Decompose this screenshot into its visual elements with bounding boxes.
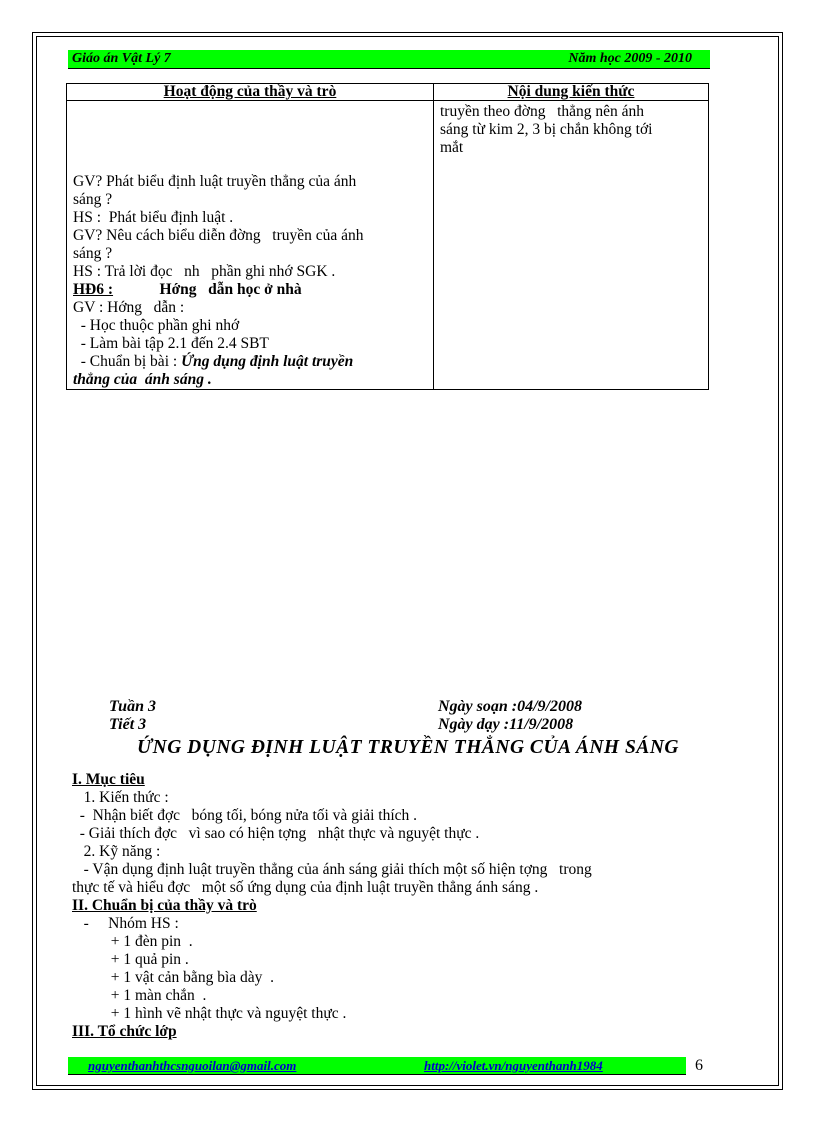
homework-label: HĐ6 : xyxy=(73,281,114,298)
preparation-line: + 1 quả pin . xyxy=(72,951,189,968)
section-heading-preparation: II. Chuẩn bị của thầy và trò xyxy=(72,897,257,914)
activity-line: sáng ? xyxy=(73,245,113,262)
guide-line: - Làm bài tập 2.1 đến 2.4 SBT xyxy=(73,335,269,352)
objective-line: 1. Kiến thức : xyxy=(72,789,169,806)
objective-line: - Vận dụng định luật truyền thẳng của ánh sáng giải thích một số hiện tợng trong xyxy=(72,861,592,878)
content-line: truyền theo đờng thẳng nên ánh xyxy=(440,103,645,120)
column-header-activities: Hoạt động của thầy và trò xyxy=(67,84,434,101)
footer-website-link[interactable]: http://violet.vn/nguyenthanh1984 xyxy=(424,1059,603,1073)
homework-heading xyxy=(73,281,429,299)
date-prepared: Ngày soạn :04/9/2008 xyxy=(438,698,582,715)
header-underline xyxy=(68,68,710,69)
objective-line: - Nhận biết đợc bóng tối, bóng nửa tối và giải thích . xyxy=(72,807,418,824)
objective-line: 2. Kỹ năng : xyxy=(72,843,161,860)
activity-line: GV? Nêu cách biểu diễn đờng truyền của ánh xyxy=(73,227,364,244)
activity-table xyxy=(66,83,709,390)
preparation-line: + 1 vật cản bằng bìa dày . xyxy=(72,969,275,986)
lesson-title: ỨNG DỤNG ĐỊNH LUẬT TRUYỀN THẲNG CỦA ÁNH SÁNG xyxy=(137,737,679,758)
prep-lesson-title-cont: thẳng của ánh sáng . xyxy=(73,371,212,388)
activity-line: HS : Trả lời đọc nh phần ghi nhớ SGK . xyxy=(73,263,336,280)
objective-line: thực tế và hiểu đợc một số ứng dụng của định luật truyền thẳng ánh sáng . xyxy=(72,879,539,896)
section-heading-organization: III. Tổ chức lớp xyxy=(72,1023,177,1040)
preparation-line: - Nhóm HS : xyxy=(72,915,179,932)
page-number: 6 xyxy=(695,1057,703,1074)
content-line: sáng từ kim 2, 3 bị chắn không tới xyxy=(440,121,653,138)
activity-line: GV? Phát biểu định luật truyền thẳng của ánh xyxy=(73,173,357,190)
prep-lesson-title: Ứng dụng định luật truyền xyxy=(181,353,354,370)
lesson-body xyxy=(72,771,712,1041)
column-header-content: Nội dung kiến thức xyxy=(434,84,709,101)
activities-cell xyxy=(67,101,434,390)
footer-underline xyxy=(68,1074,686,1075)
preparation-line: + 1 màn chắn . xyxy=(72,987,207,1004)
activity-line: HS : Phát biểu định luật . xyxy=(73,209,234,226)
activity-line: sáng ? xyxy=(73,191,113,208)
objective-line: - Giải thích đợc vì sao có hiện tợng nhật thực và nguyệt thực . xyxy=(72,825,480,842)
preparation-line: + 1 đèn pin . xyxy=(72,933,193,950)
header-subject: Giáo án Vật Lý 7 xyxy=(72,51,171,66)
week-label: Tuần 3 xyxy=(109,698,156,715)
content-line: mắt xyxy=(440,139,464,156)
preparation-line: + 1 hình vẽ nhật thực và nguyệt thực . xyxy=(72,1005,347,1022)
homework-title: Hớng dẫn học ở nhà xyxy=(159,281,302,298)
section-heading-objectives: I. Mục tiêu xyxy=(72,771,145,788)
content-cell xyxy=(434,101,709,390)
header-school-year: Năm học 2009 - 2010 xyxy=(568,51,692,66)
prep-prefix: - Chuẩn bị bài : xyxy=(73,353,182,370)
date-taught: Ngày dạy :11/9/2008 xyxy=(438,716,574,733)
guide-line: - Học thuộc phần ghi nhớ xyxy=(73,317,240,334)
prep-line xyxy=(73,353,429,371)
footer-email-link[interactable]: nguyenthanhthcsnguoilan@gmail.com xyxy=(88,1059,297,1073)
guide-line: GV : Hớng dẫn : xyxy=(73,299,185,316)
period-label: Tiết 3 xyxy=(109,716,147,733)
